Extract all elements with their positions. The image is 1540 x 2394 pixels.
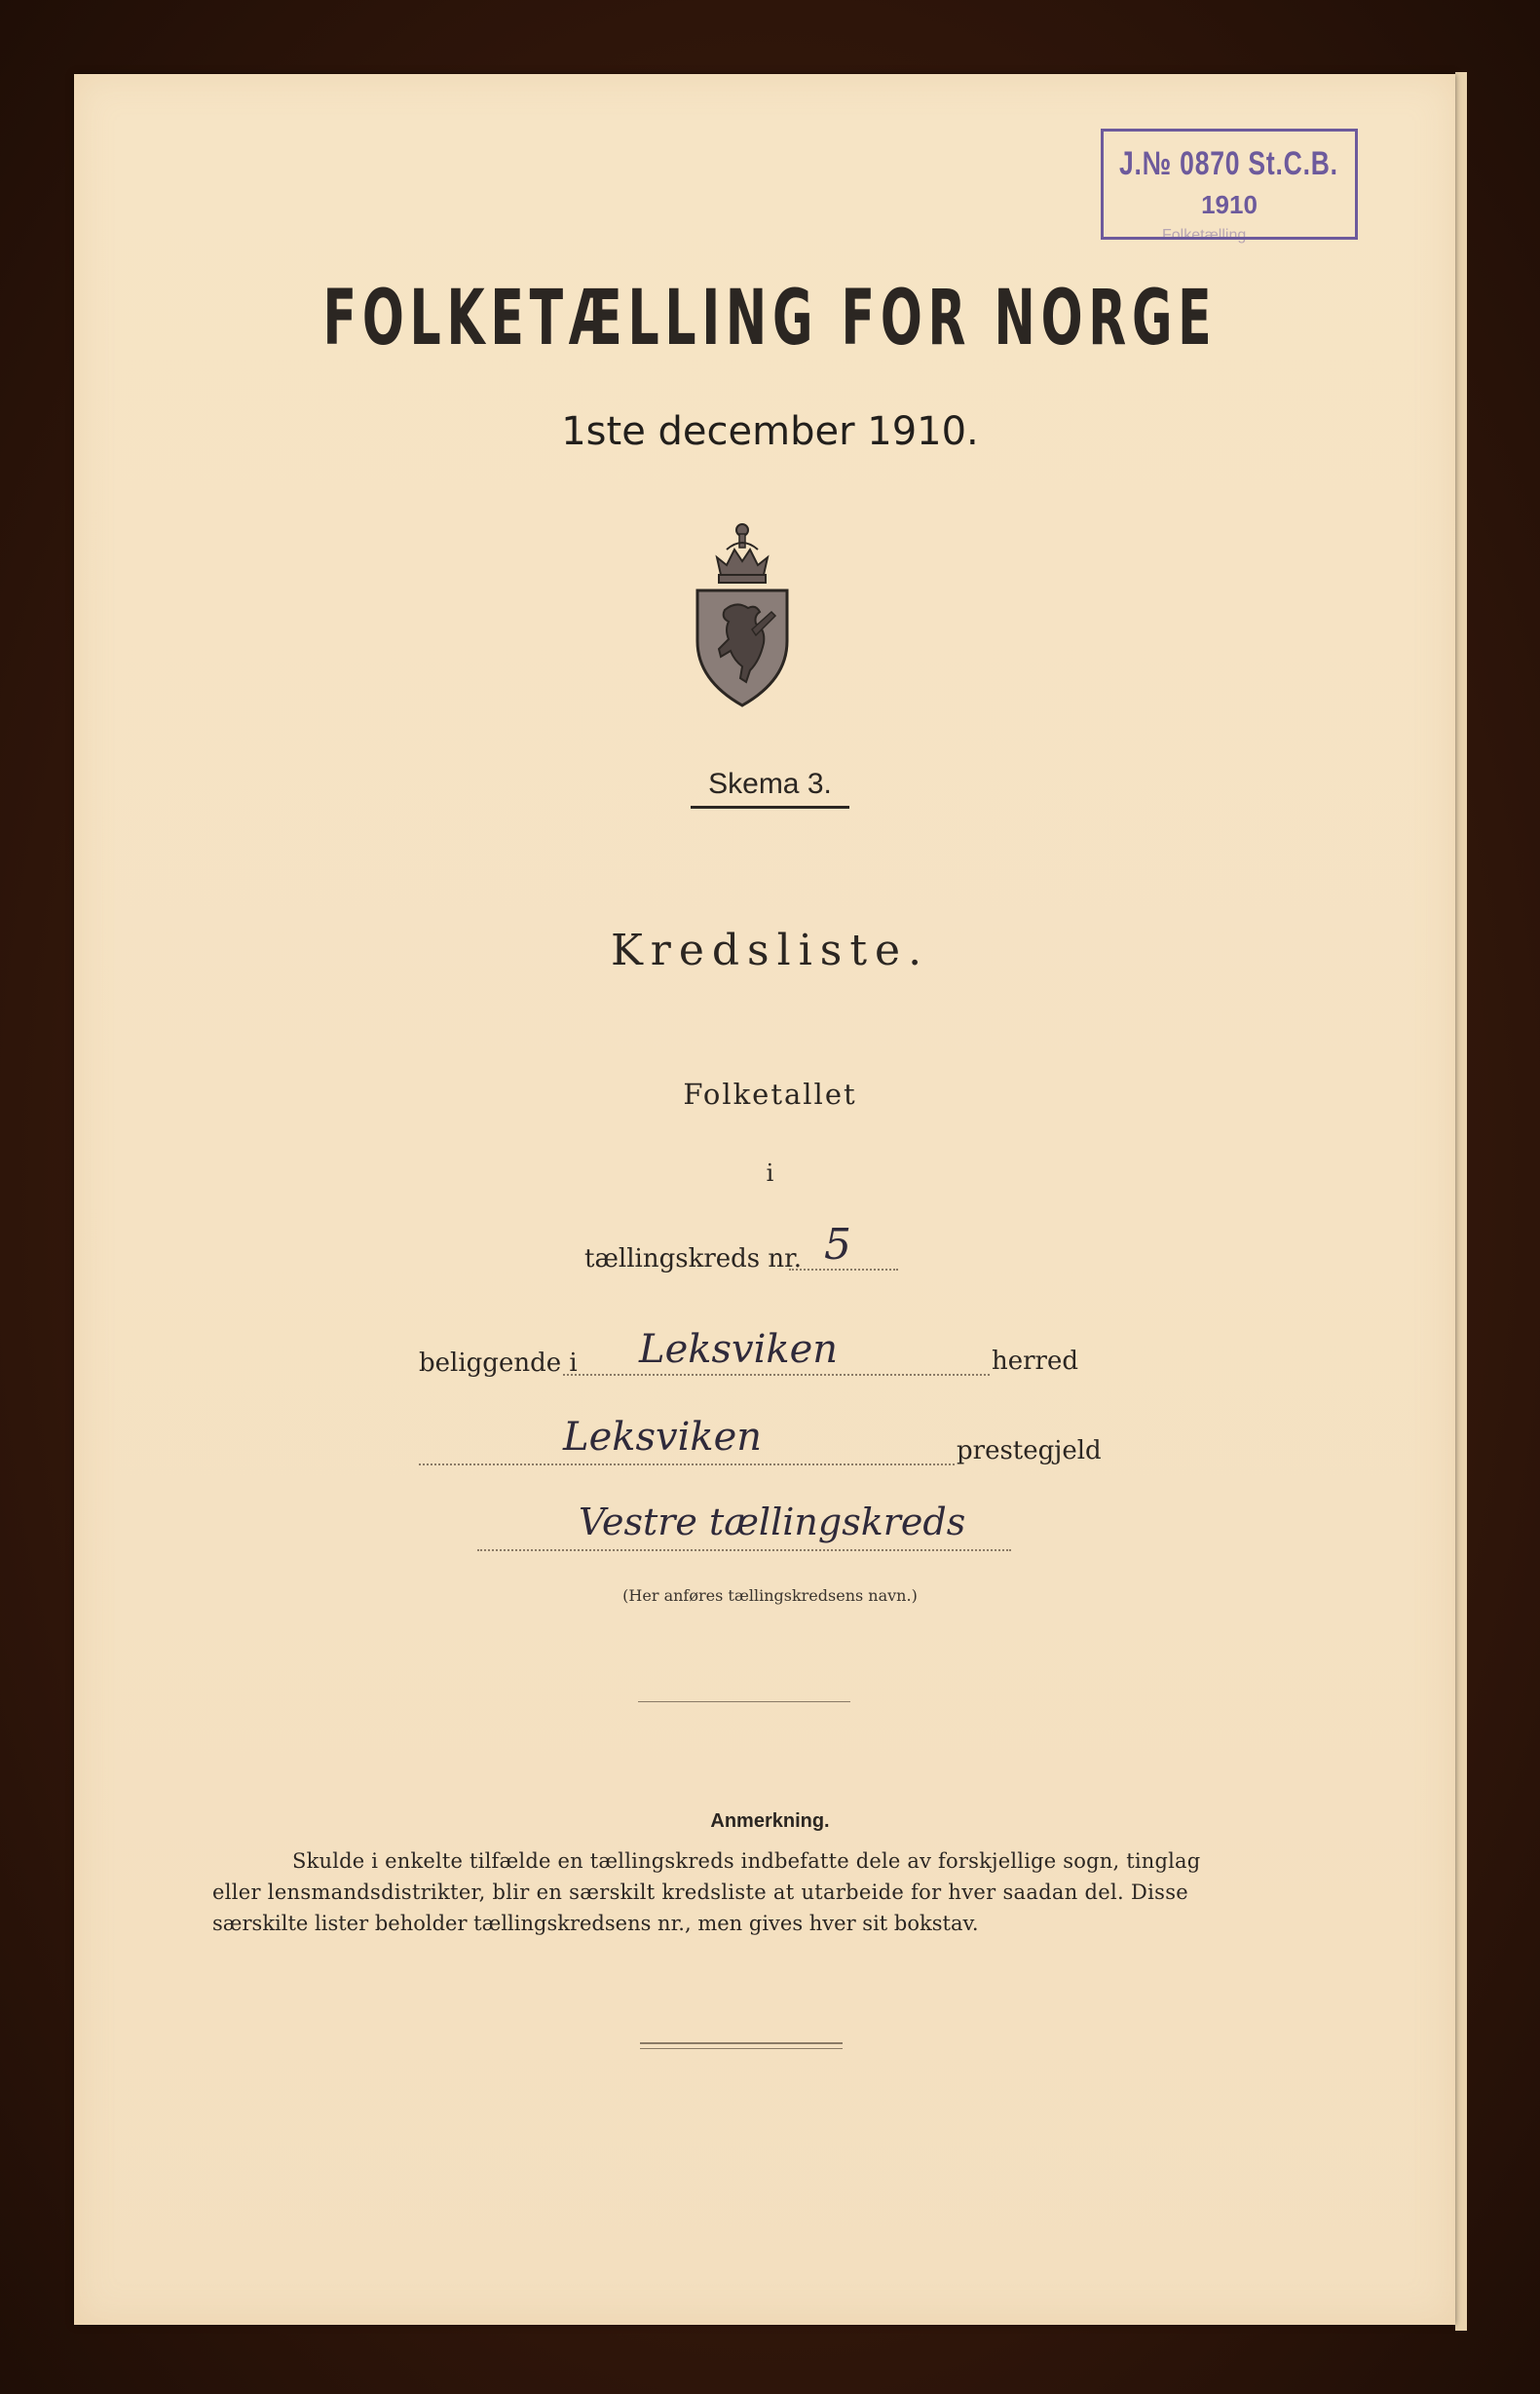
municipality-label: herred: [992, 1347, 1079, 1376]
municipality-value: Leksviken: [639, 1327, 839, 1372]
stamp-journal-number: J.№ 0870 St.C.B.: [1119, 145, 1338, 182]
district-number-label: tællingskreds nr.: [584, 1244, 802, 1273]
preposition-label: i: [766, 1159, 774, 1187]
parish-label: prestegjeld: [957, 1436, 1102, 1465]
district-name-note: (Her anføres tællingskredsens navn.): [622, 1586, 918, 1605]
remark-line-1: Skulde i enkelte tilfælde en tællingskreds indbefatte dele av forskjellige sogn, tinglag: [292, 1849, 1201, 1873]
population-label: Folketallet: [683, 1078, 857, 1111]
archive-stamp: [1101, 129, 1358, 244]
district-number-value: 5: [824, 1220, 851, 1270]
parish-line: [419, 1463, 955, 1465]
district-name-value: Vestre tællingskreds: [579, 1501, 966, 1543]
norwegian-coat-of-arms-icon: [692, 514, 793, 709]
municipality-line: [563, 1374, 990, 1376]
remark-line-2: eller lensmandsdistrikter, blir en særskilt kredsliste at utarbeide for hver saadan del. Disse: [212, 1881, 1189, 1904]
remark-title: Anmerkning.: [710, 1810, 830, 1832]
remark-line-3: særskilte lister beholder tællingskredsens nr., men gives hver sit bokstav.: [212, 1912, 979, 1935]
page-title: FOLKETÆLLING FOR NORGE: [322, 275, 1218, 362]
stamp-faded-text: Folketælling: [1162, 227, 1247, 244]
page-subtitle: 1ste december 1910.: [561, 409, 979, 454]
located-in-label: beliggende i: [419, 1349, 578, 1378]
divider: [638, 1701, 850, 1702]
footer-double-rule-bottom: [640, 2048, 843, 2049]
district-name-line: [477, 1549, 1011, 1551]
schema-label: Skema 3.: [0, 768, 1540, 801]
stamp-year: 1910: [1201, 190, 1258, 219]
form-heading: Kredsliste.: [610, 926, 930, 975]
parish-value: Leksviken: [563, 1415, 763, 1460]
footer-double-rule-top: [640, 2042, 843, 2044]
